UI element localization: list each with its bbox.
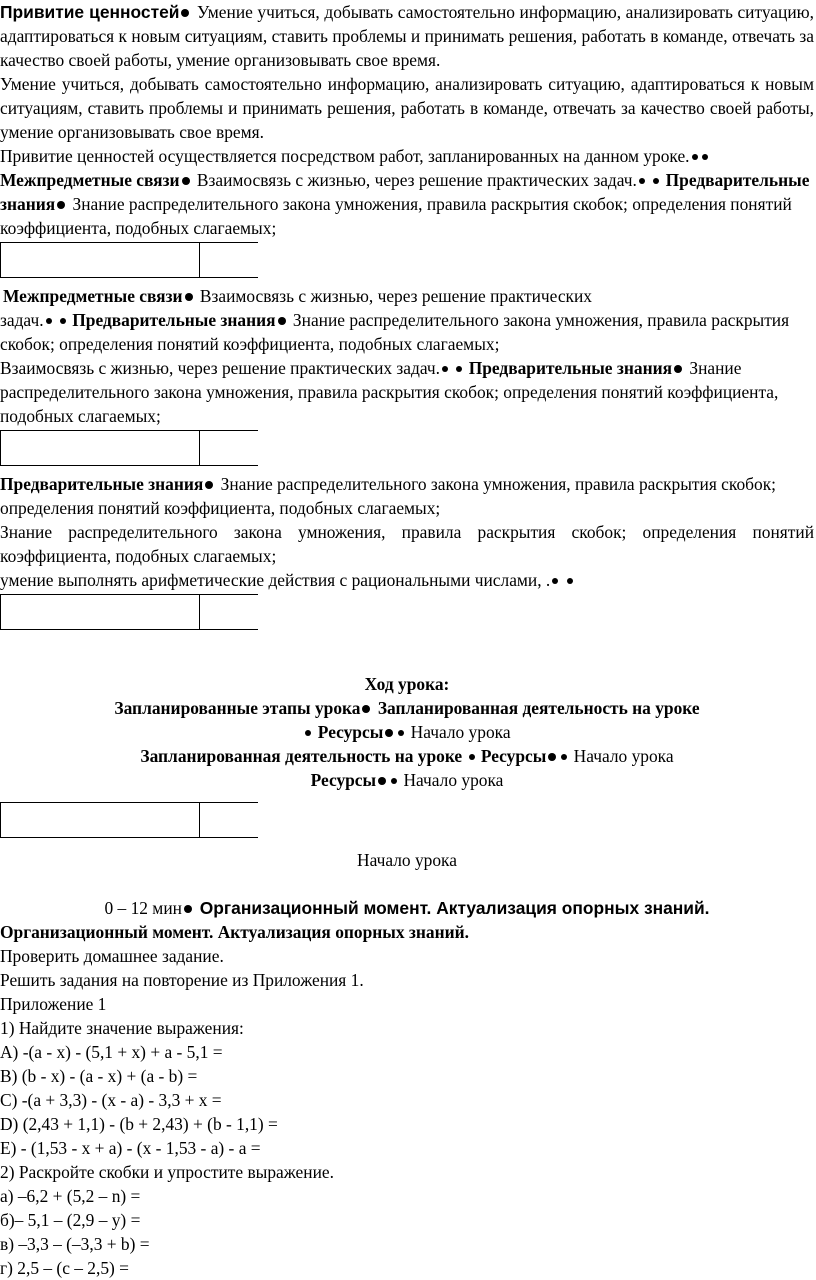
task2-title: 2) Раскройте скобки и упростите выражение. — [0, 1162, 334, 1182]
bullet-icon — [385, 729, 393, 737]
list-item: в) –3,3 – (–3,3 + b) = — [0, 1234, 150, 1254]
values-title: Привитие ценностей — [0, 2, 180, 22]
bullet-icon — [362, 705, 370, 713]
planned-stages-line: Запланированные этапы урока Запланированная деятельность на уроке — [114, 698, 700, 718]
bullet-icon — [561, 754, 567, 760]
table-cell — [0, 430, 200, 466]
bullet-icon — [60, 318, 66, 324]
bullet-icon — [181, 9, 189, 17]
skills-paragraph: Умение учиться, добывать самостоятельно информацию, анализировать ситуацию, адаптироваться к новым ситуациям, ставить проблемы и принимать решения, работать в команде, отвечать за качество своей работы, умение организовывать свое время. — [0, 74, 814, 142]
bullet-icon — [182, 177, 190, 185]
list-item: E) - (1,53 - x + a) - (x - 1,53 - a) - a = — [0, 1138, 261, 1158]
table-cell — [0, 802, 200, 838]
solve-tasks: Решить задания на повторение из Приложения 1. — [0, 970, 364, 990]
bullet-icon — [702, 154, 708, 160]
bullet-icon — [456, 366, 462, 372]
lesson-start: Начало урока — [357, 850, 457, 870]
bullet-icon — [469, 754, 475, 760]
bullet-icon — [184, 905, 192, 913]
skill-paragraph: умение выполнять арифметические действия с рациональными числами, . — [0, 568, 816, 592]
bullet-icon — [639, 178, 645, 184]
planned-activity-line: Запланированная деятельность на уроке Ресурсы Начало урока — [140, 746, 674, 766]
bullet-icon — [442, 366, 448, 372]
bullet-icon — [46, 318, 52, 324]
table-row — [0, 594, 816, 632]
bullet-icon — [398, 730, 404, 736]
prior-knowledge-title: Предварительные знания — [0, 170, 810, 214]
org-moment-title: Организационный момент. Актуализация опорных знаний. — [0, 922, 470, 942]
list-item: D) (2,43 + 1,1) - (b + 2,43) + (b - 1,1) = — [0, 1114, 278, 1134]
appendix-title: Приложение 1 — [0, 994, 107, 1014]
table-cell — [200, 802, 258, 838]
bullet-icon — [548, 753, 556, 761]
bullet-icon — [674, 365, 682, 373]
task1-title: 1) Найдите значение выражения: — [0, 1018, 244, 1038]
resources-line: Ресурсы Начало урока — [0, 720, 816, 744]
bullet-icon — [653, 178, 659, 184]
bullet-icon — [305, 730, 311, 736]
table-cell — [0, 594, 200, 630]
list-item: а) –6,2 + (5,2 – n) = — [0, 1186, 141, 1206]
table-row — [0, 802, 816, 840]
table-cell — [200, 242, 258, 278]
list-item: B) (b - x) - (a - x) + (a - b) = — [0, 1066, 198, 1086]
interdisciplinary-title: Межпредметные связи — [0, 170, 180, 190]
values-paragraph: Привитие ценностей Умение учиться, добывать самостоятельно информацию, анализировать ситуацию, адаптироваться к новым ситуациям, ставить проблемы и принимать решения, работать в команде, отвечать за качество своей работы, умение организовывать свое время. — [0, 2, 814, 70]
relation-paragraph: Взаимосвязь с жизнью, через решение практических задач. Предварительные знания Знание распределительного закона умножения, правила раскрытия скобок; определения понятий коэффициента, подобных слагаемых; — [0, 358, 779, 426]
prior-knowledge-paragraph-2: Предварительные знания Знание распределительного закона умножения, правила раскрытия скобок; определения понятий коэффициента, подобных слагаемых; — [0, 474, 776, 518]
bullet-icon — [692, 154, 698, 160]
list-item: г) 2,5 – (c – 2,5) = — [0, 1258, 129, 1278]
table-cell — [200, 430, 258, 466]
resources-line-2: Ресурсы Начало урока — [310, 770, 504, 790]
time-line: 0 – 12 мин Организационный момент. Актуализация опорных знаний. — [104, 898, 710, 918]
bullet-icon — [391, 778, 397, 784]
knowledge-paragraph: Знание распределительного закона умножения, правила раскрытия скобок; определения понятий коэффициента, подобных слагаемых; — [0, 522, 814, 566]
list-item: C) -(a + 3,3) - (x - a) - 3,3 + x = — [0, 1090, 222, 1110]
values-note: Привитие ценностей осуществляется посредством работ, запланированных на данном уроке. Межпредметные связи Взаимосвязь с жизнью, через решение практических задач. Предварительные знания Знание распределительного закона умножения, правила раскрытия скобок; определения понятий коэффициента, подобных слагаемых; — [0, 146, 810, 238]
bullet-icon — [205, 481, 213, 489]
bullet-icon — [185, 293, 193, 301]
bullet-icon — [278, 317, 286, 325]
bullet-icon — [57, 201, 65, 209]
bullet-icon — [378, 777, 386, 785]
table-cell — [0, 242, 200, 278]
bullet-icon — [552, 578, 558, 584]
bullet-icon — [567, 578, 573, 584]
table-row — [0, 430, 816, 468]
prior-knowledge-paragraph: задач. Предварительные знания Знание распределительного закона умножения, правила раскрытия скобок; определения понятий коэффициента, подобных слагаемых; — [0, 310, 790, 354]
check-homework: Проверить домашнее задание. — [0, 946, 224, 966]
table-cell — [200, 594, 258, 630]
table-row — [0, 242, 816, 280]
list-item: б)– 5,1 – (2,9 – y) = — [0, 1210, 141, 1230]
interdisciplinary-paragraph: Межпредметные связи Взаимосвязь с жизнью, через решение практических — [3, 286, 592, 306]
lesson-heading: Ход урока: — [364, 674, 450, 694]
list-item: A) -(a - x) - (5,1 + x) + a - 5,1 = — [0, 1042, 223, 1062]
